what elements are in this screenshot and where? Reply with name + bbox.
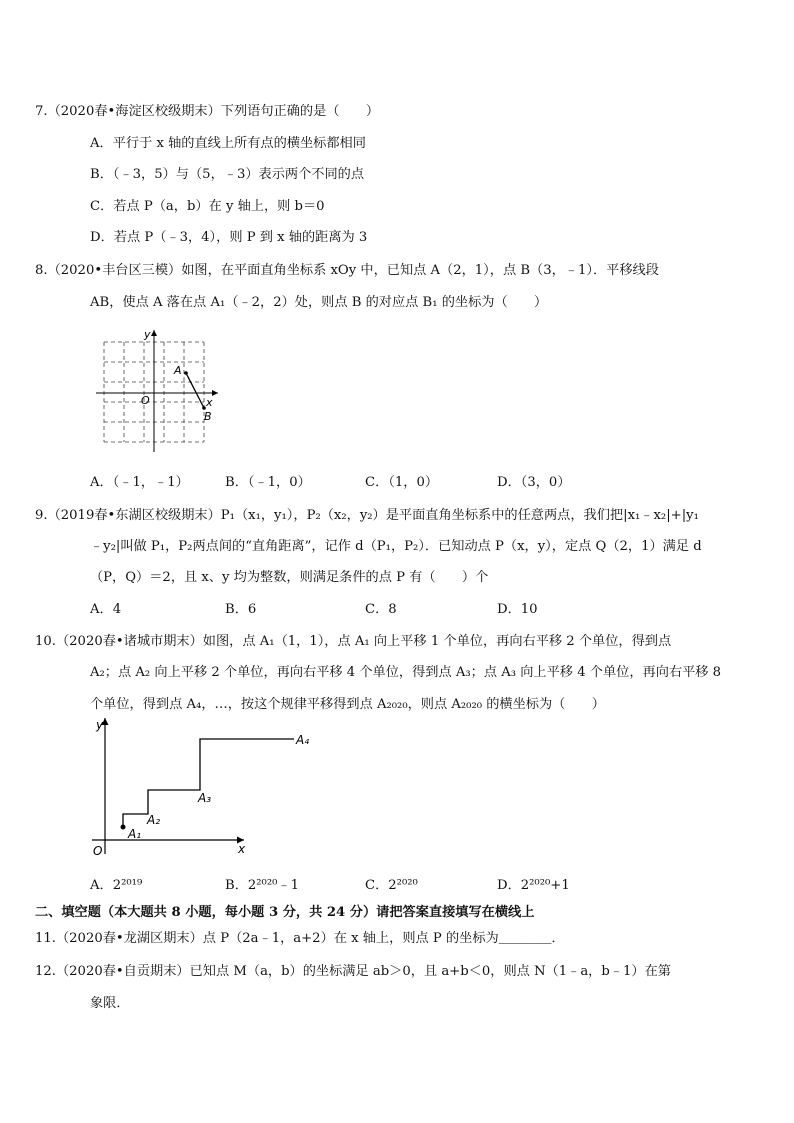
q9-option-d[interactable]: D．10: [497, 602, 538, 617]
q10-label-a3: A₃: [198, 791, 212, 805]
q10-figure-extension: [258, 712, 318, 752]
q8-option-b[interactable]: B．（﹣1，0）: [225, 475, 311, 490]
q10-label-a1: A₁: [128, 827, 142, 841]
q8-label-y: y: [144, 328, 151, 341]
q10-option-a[interactable]: A．2²⁰¹⁹: [90, 878, 143, 893]
q8-stem-line2: AB，使点 A 落在点 A₁（﹣2，2）处，则点 B 的对应点 B₁ 的坐标为（ ）: [90, 295, 548, 310]
q8-figure: [90, 322, 230, 457]
q8-label-x: x: [206, 396, 213, 409]
q9-option-c[interactable]: C．8: [365, 602, 397, 617]
q8-segment-ab: [186, 373, 204, 408]
q10-option-b[interactable]: B．2²⁰²⁰﹣1: [225, 878, 299, 893]
q10-stem-line3: 个单位，得到点 A₄，…，按这个规律平移得到点 A₂₀₂₀，则点 A₂₀₂₀ 的横坐标为（ ）: [90, 697, 605, 712]
q10-option-d[interactable]: D．2²⁰²⁰+1: [497, 878, 570, 893]
q8-option-d[interactable]: D．（3，0）: [497, 475, 571, 490]
q8-label-o: O: [141, 394, 150, 407]
q9-stem-line2: ﹣y₂|叫做 P₁，P₂两点间的“直角距离”，记作 d（P₁，P₂）．已知动点 P（x，y），定点 Q（2，1）满足 d: [90, 539, 702, 554]
q10-label-a2: A₂: [147, 813, 161, 827]
q10-stem-line1: 10.（2020春•诸城市期末）如图，点 A₁（1，1），点 A₁ 向上平移 1 个单位，再向右平移 2 个单位，得到点: [35, 634, 672, 649]
q10-point-a1: [121, 825, 126, 830]
q7-option-d[interactable]: D．若点 P（﹣3，4），则 P 到 x 轴的距离为 3: [90, 230, 368, 245]
q12-stem-line1: 12.（2020春•自贡期末）已知点 M（a，b）的坐标满足 ab＞0，且 a+b＜0，则点 N（1﹣a，b﹣1）在第: [35, 964, 671, 979]
q7-option-a[interactable]: A．平行于 x 轴的直线上所有点的横坐标都相同: [90, 136, 366, 151]
q12-stem-line2: 象限．: [90, 996, 130, 1011]
q10-figure: [88, 712, 258, 862]
q9-stem-line1: 9.（2019春•东湖区校级期末）P₁（x₁，y₁），P₂（x₂，y₂）是平面直角坐标系中的任意两点，我们把|x₁﹣x₂|+|y₁: [35, 508, 699, 523]
q10-label-x: x: [238, 842, 246, 856]
q8-option-c[interactable]: C．（1，0）: [365, 475, 439, 490]
q9-stem-line3: （P，Q）＝2，且 x、y 均为整数，则满足条件的点 P 有（ ）个: [90, 570, 489, 585]
q10-stem-line2: A₂；点 A₂ 向上平移 2 个单位，再向右平移 4 个单位，得到点 A₃；点 A₃ 向上平移 4 个单位，再向右平移 8: [90, 665, 722, 680]
q10-label-y: y: [96, 718, 104, 732]
q8-option-a[interactable]: A．（﹣1，﹣1）: [90, 475, 189, 490]
q9-option-a[interactable]: A．4: [90, 602, 122, 617]
q10-label-o: O: [93, 844, 103, 858]
q9-option-b[interactable]: B．6: [225, 602, 257, 617]
q8-label-b: B: [204, 410, 212, 423]
q8-label-a: A: [174, 364, 182, 377]
section-2-heading: 二、填空题（本大题共 8 小题，每小题 3 分，共 24 分）请把答案直接填写在横线上: [35, 905, 535, 920]
q7-stem: 7.（2020春•海淀区校级期末）下列语句正确的是（ ）: [35, 104, 380, 119]
q10-option-c[interactable]: C．2²⁰²⁰: [365, 878, 418, 893]
q7-option-b[interactable]: B．（﹣3，5）与（5，﹣3）表示两个不同的点: [90, 167, 365, 182]
q10-label-a4-display: A₄: [296, 733, 310, 747]
q11-stem: 11.（2020春•龙湖区期末）点 P（2a﹣1，a+2）在 x 轴上，则点 P 的坐标为＿＿＿＿．: [35, 931, 565, 946]
q7-option-c[interactable]: C．若点 P（a，b）在 y 轴上，则 b＝0: [90, 199, 325, 214]
q10-staircase-path: [123, 739, 258, 827]
q8-stem-line1: 8.（2020•丰台区三模）如图，在平面直角坐标系 xOy 中，已知点 A（2，1），点 B（3，﹣1）．平移线段: [35, 263, 659, 278]
